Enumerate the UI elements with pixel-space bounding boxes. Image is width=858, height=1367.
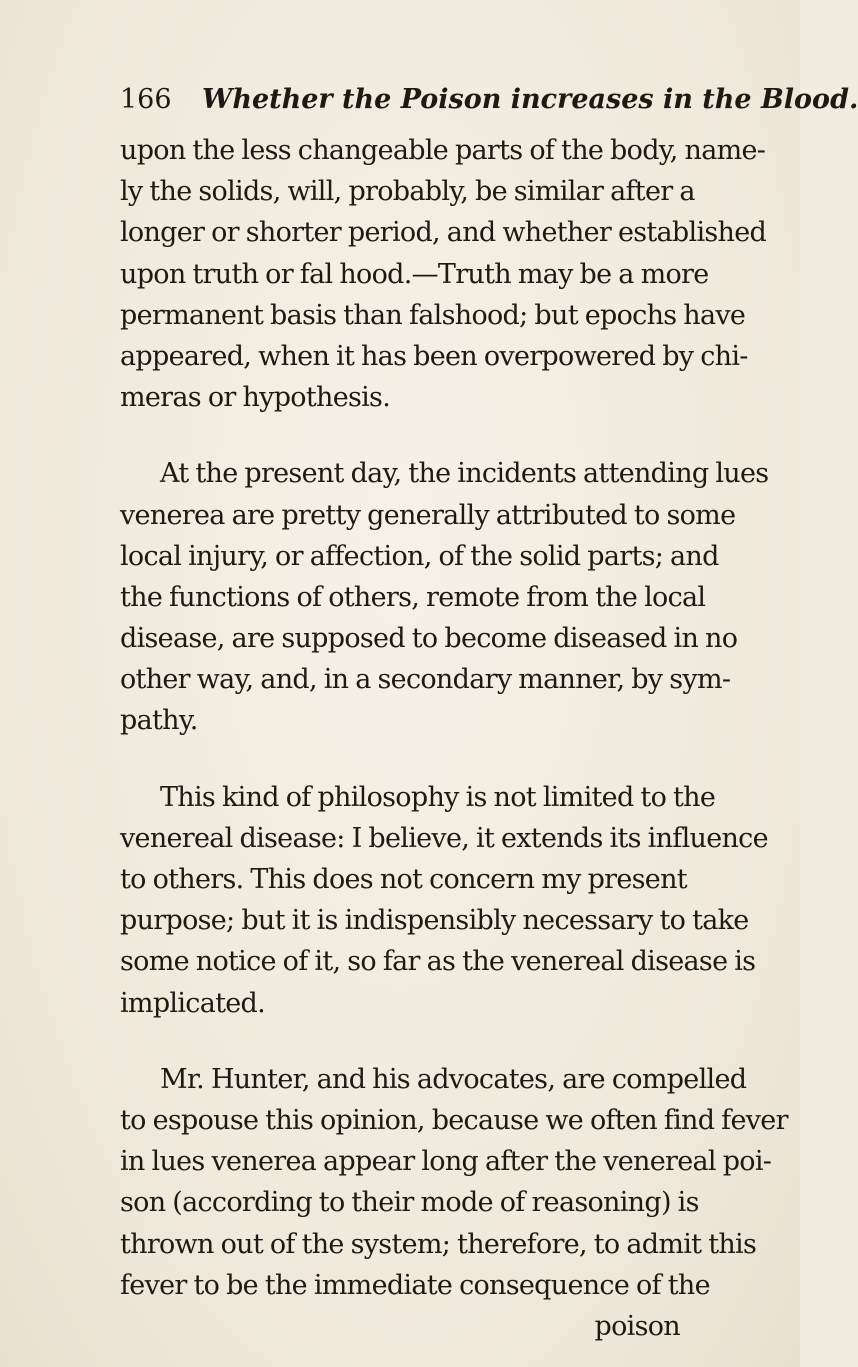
text-line: At the present day, the incidents attending lues	[160, 458, 769, 490]
paragraph-1	[120, 130, 767, 418]
text-line: venerea are pretty generally attributed to some	[120, 499, 736, 531]
catchword: poison	[594, 1310, 680, 1342]
text-line: pathy.	[120, 705, 198, 737]
text-line: to espouse this opinion, because we often find fever	[120, 1104, 788, 1136]
text-line: longer or shorter period, and whether established	[120, 217, 767, 249]
text-line: other way, and, in a secondary manner, by sym-	[120, 664, 731, 696]
page-header	[120, 80, 858, 120]
text-line: permanent basis than falshood; but epochs have	[120, 299, 746, 331]
paragraph-2	[120, 453, 769, 741]
text-line: fever to be the immediate consequence of the	[120, 1269, 710, 1301]
text-line: venereal disease: I believe, it extends its influence	[120, 822, 768, 854]
text-line: implicated.	[120, 987, 266, 1019]
text-line: upon the less changeable parts of the body, name-	[120, 135, 766, 166]
text-line: purpose; but it is indispensibly necessary to take	[120, 905, 749, 937]
text-line: thrown out of the system; therefore, to admit this	[120, 1228, 757, 1260]
text-line: disease, are supposed to become diseased in no	[120, 623, 738, 655]
text-line: local injury, or affection, of the solid parts; and	[120, 540, 719, 572]
text-line: the functions of others, remote from the local	[120, 581, 706, 613]
text-line: to others. This does not concern my present	[120, 864, 687, 895]
text-line: son (according to their mode of reasoning) is	[120, 1187, 699, 1219]
text-line: appeared, when it has been overpowered by chi-	[120, 340, 748, 372]
text-line: ly the solids, will, probably, be similar after a	[120, 176, 695, 208]
paragraph-3	[120, 777, 768, 1024]
body-text	[120, 130, 788, 1347]
text-line: This kind of philosophy is not limited to the	[160, 781, 716, 813]
text-line: in lues venerea appear long after the venereal poi-	[120, 1146, 772, 1178]
running-head: Whether the Poison increases in the Blood.	[202, 84, 858, 115]
text-line: Mr. Hunter, and his advocates, are compelled	[160, 1063, 747, 1095]
page-number: 166	[120, 84, 172, 115]
paragraph-4	[120, 1059, 788, 1306]
text-line: some notice of it, so far as the venereal disease is	[120, 946, 756, 978]
text-line: upon truth or fal hood.—Truth may be a more	[120, 258, 709, 290]
text-line: meras or hypothesis.	[120, 382, 391, 414]
